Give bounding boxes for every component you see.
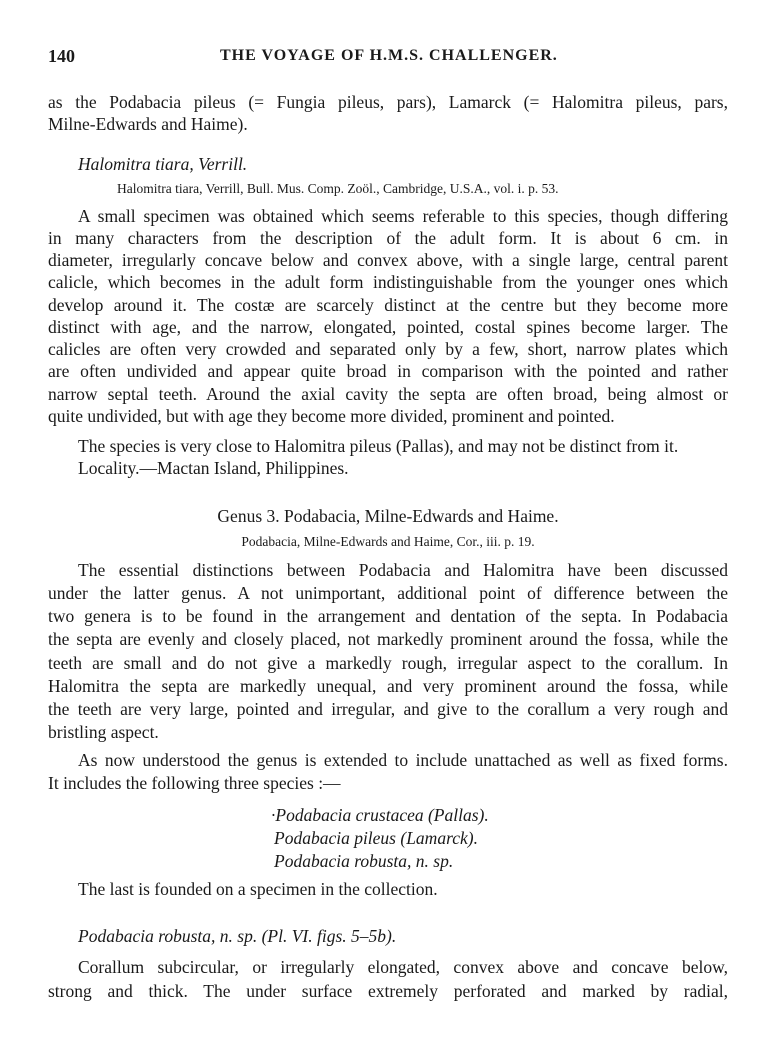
text-line: bristling aspect. [48,722,159,742]
reference-line: Halomitra tiara, Verrill, Bull. Mus. Comp. Zoöl., Cambridge, U.S.A., vol. i. p. 53. [117,181,559,196]
text-line: develop around it. The costæ are scarcely distinct at the centre but they become more [48,295,728,315]
text-line: teeth are small and do not give a markedly rough, irregular aspect to the corallum. In [48,653,728,673]
text-line: Milne-Edwards and Haime). [48,114,248,134]
text-line: Halomitra the septa are markedly unequal, and very prominent around the fossa, while [48,676,728,696]
text-line: narrow septal teeth. Around the axial cavity the septa are often broad, being almost or [48,384,728,404]
text-line: calicle, which becomes in the adult form indistinguishable from the younger ones which [48,272,728,292]
text-line: are often undivided and appear quite broad in comparison with the pointed and rather [48,361,728,381]
text-line: the teeth are very large, pointed and irregular, and give to the corallum a very rough and [48,699,728,719]
genus-heading: Genus 3. Podabacia, Milne-Edwards and Haime. [217,506,559,526]
text-line: The essential distinctions between Podabacia and Halomitra have been discussed [78,560,728,580]
species-list-item: Podabacia pileus (Lamarck). [274,828,478,848]
text-line: under the latter genus. A not unimportant, additional point of difference between the [48,583,728,603]
text-line: calicles are often very crowded and separated only by a few, short, narrow plates which [48,339,728,359]
running-header [48,46,736,68]
text-line: diameter, irregularly concave below and convex above, with a single large, central parent [48,250,728,270]
text-line: as the Podabacia pileus (= Fungia pileus, pars), Lamarck (= Halomitra pileus, pars, [48,92,728,112]
text-line: the septa are evenly and closely placed, not markedly prominent around the fossa, while the [48,629,728,649]
text-line: As now understood the genus is extended to include unattached as well as fixed forms. [78,750,728,770]
locality-line: Locality.—Mactan Island, Philippines. [78,458,349,478]
text-line: A small specimen was obtained which seems referable to this species, though differing [78,206,728,226]
running-title: THE VOYAGE OF H.M.S. CHALLENGER. [220,47,558,64]
species-list-item: ·Podabacia crustacea (Pallas). [271,805,489,825]
page-number: 140 [48,46,75,66]
text-line: two genera is to be found in the arrangement and dentation of the septa. In Podabacia [48,606,728,626]
species-heading: Podabacia robusta, n. sp. (Pl. VI. figs. 5–5b). [78,926,397,946]
text-line: quite undivided, but with age they become more divided, prominent and pointed. [48,406,615,426]
text-line: It includes the following three species :— [48,773,341,793]
species-list-item: Podabacia robusta, n. sp. [274,851,454,871]
reference-line: Podabacia, Milne-Edwards and Haime, Cor., iii. p. 19. [241,534,535,549]
species-heading: Halomitra tiara, Verrill. [78,154,248,174]
text-line: in many characters from the description of the adult form. It is about 6 cm. in [48,228,728,248]
text-line: The species is very close to Halomitra pileus (Pallas), and may not be distinct from it. [78,436,679,456]
text-line: distinct with age, and the narrow, elongated, pointed, costal spines become larger. The [48,317,728,337]
text-line: strong and thick. The under surface extremely perforated and marked by radial, [48,981,728,1001]
text-line: The last is founded on a specimen in the collection. [78,879,438,899]
text-line: Corallum subcircular, or irregularly elongated, convex above and concave below, [78,957,728,977]
